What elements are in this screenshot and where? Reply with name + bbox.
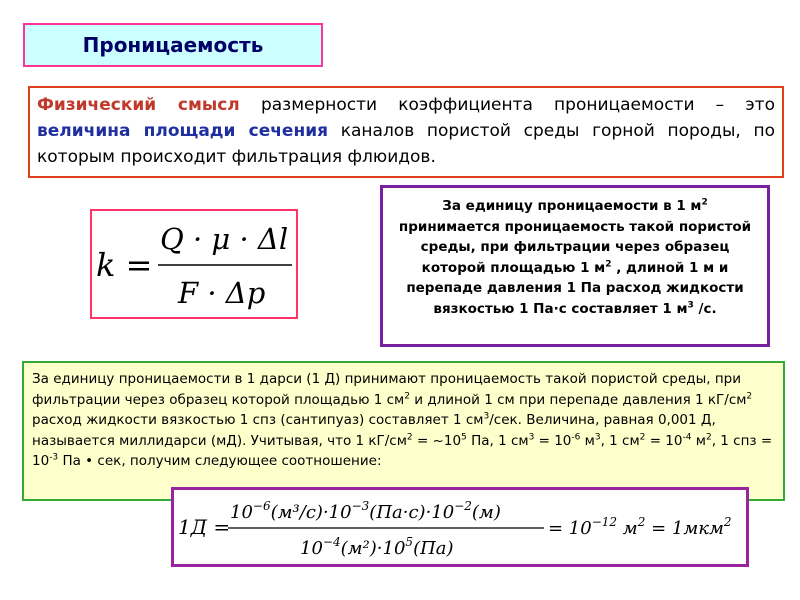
darcy-text: м xyxy=(691,432,706,449)
darcy-sup: 5 xyxy=(461,432,467,442)
definition-term-blue: величина площади сечения xyxy=(37,121,329,141)
si-text-4: /с. xyxy=(693,300,717,317)
darcy-text: и длиной 1 см при перепаде давления 1 кГ/см xyxy=(409,391,747,408)
darcy-sup: 2 xyxy=(639,432,646,442)
formula-numerator: Q · μ · Δl xyxy=(160,222,289,256)
darcy-text: /сек. Величина, равная 0,001 Д, называется миллидарси (мД). Учитывая, что 1 кГ/см xyxy=(32,412,716,449)
si-unit-box xyxy=(380,185,770,347)
title-box xyxy=(23,23,323,67)
darcy-text: За единицу проницаемости в 1 дарси (1 Д) принимают проницаемость такой пористой среды, при фильтрации через образец которой площадью 1 см xyxy=(32,371,742,408)
darcy-text: Па, 1 см xyxy=(466,432,529,449)
darcy-sup: 3 xyxy=(483,411,490,422)
definition-text-1: размерности коэффициента проницаемости – это xyxy=(239,95,775,115)
darcy-sup: -3 xyxy=(49,452,59,463)
darcy-conversion-equation-box xyxy=(171,487,749,567)
darcy-sup: -4 xyxy=(682,432,692,442)
darcy-text: Па • сек, получим следующее соотношение: xyxy=(58,453,382,469)
formula-denominator: F · Δp xyxy=(178,276,266,310)
permeability-formula-box xyxy=(90,209,298,319)
definition-text-2: каналов пористой среды горной породы, по которым происходит фильтрация флюидов. xyxy=(37,121,775,167)
page-title: Проницаемость xyxy=(82,33,264,57)
si-sup-3: 3 xyxy=(687,300,694,310)
darcy-text: = 10 xyxy=(645,432,683,449)
equation-lhs: 1Д = xyxy=(178,515,231,539)
si-text-1: За единицу проницаемости в 1 м xyxy=(442,198,702,214)
definition-box xyxy=(28,86,784,178)
darcy-sup: 3 xyxy=(594,432,601,442)
darcy-sup: 3 xyxy=(528,432,535,442)
equation-numerator: $10^{-6}(м^3/с)\cdot 10^{-3}(Па\cdot с)\cdot 10^{-2}(м)$ xyxy=(230,499,501,523)
darcy-sup: 2 xyxy=(746,391,753,401)
formula-lhs: k = xyxy=(96,246,153,284)
si-sup-1: 2 xyxy=(701,197,708,208)
equation-denominator: $10^{-4}(м^2)\cdot 10^5(Па)$ xyxy=(300,535,454,559)
equation-rhs: = $10^{-12}$ $м^2 = 1мкм^2$ xyxy=(548,515,732,539)
definition-term-red: Физический смысл xyxy=(37,95,240,115)
darcy-conversion-equation xyxy=(174,490,746,564)
darcy-definition-box xyxy=(22,361,785,501)
si-text-2: принимается проницаемость такой пористой среды, при фильтрации через образец которой площадью 1 м xyxy=(398,218,752,276)
darcy-sup: -6 xyxy=(571,432,581,442)
si-text-3: , длиной 1 м и перепаде давления 1 Па расход жидкости вязкостью 1 Па·с составляет 1 м xyxy=(406,259,744,317)
darcy-sup: 2 xyxy=(406,432,413,442)
darcy-text: м xyxy=(580,432,595,449)
darcy-sup: 2 xyxy=(705,432,712,442)
darcy-text: = ~10 xyxy=(412,432,462,449)
si-sup-2: 2 xyxy=(605,259,612,269)
darcy-text: , 1 см xyxy=(600,432,640,449)
darcy-sup: 2 xyxy=(404,391,410,401)
darcy-text: , 1 спз = 10 xyxy=(32,432,773,469)
darcy-text: расход жидкости вязкостью 1 спз (сантипуаз) составляет 1 см xyxy=(32,412,484,428)
permeability-formula xyxy=(92,211,296,317)
darcy-text: = 10 xyxy=(534,432,572,449)
